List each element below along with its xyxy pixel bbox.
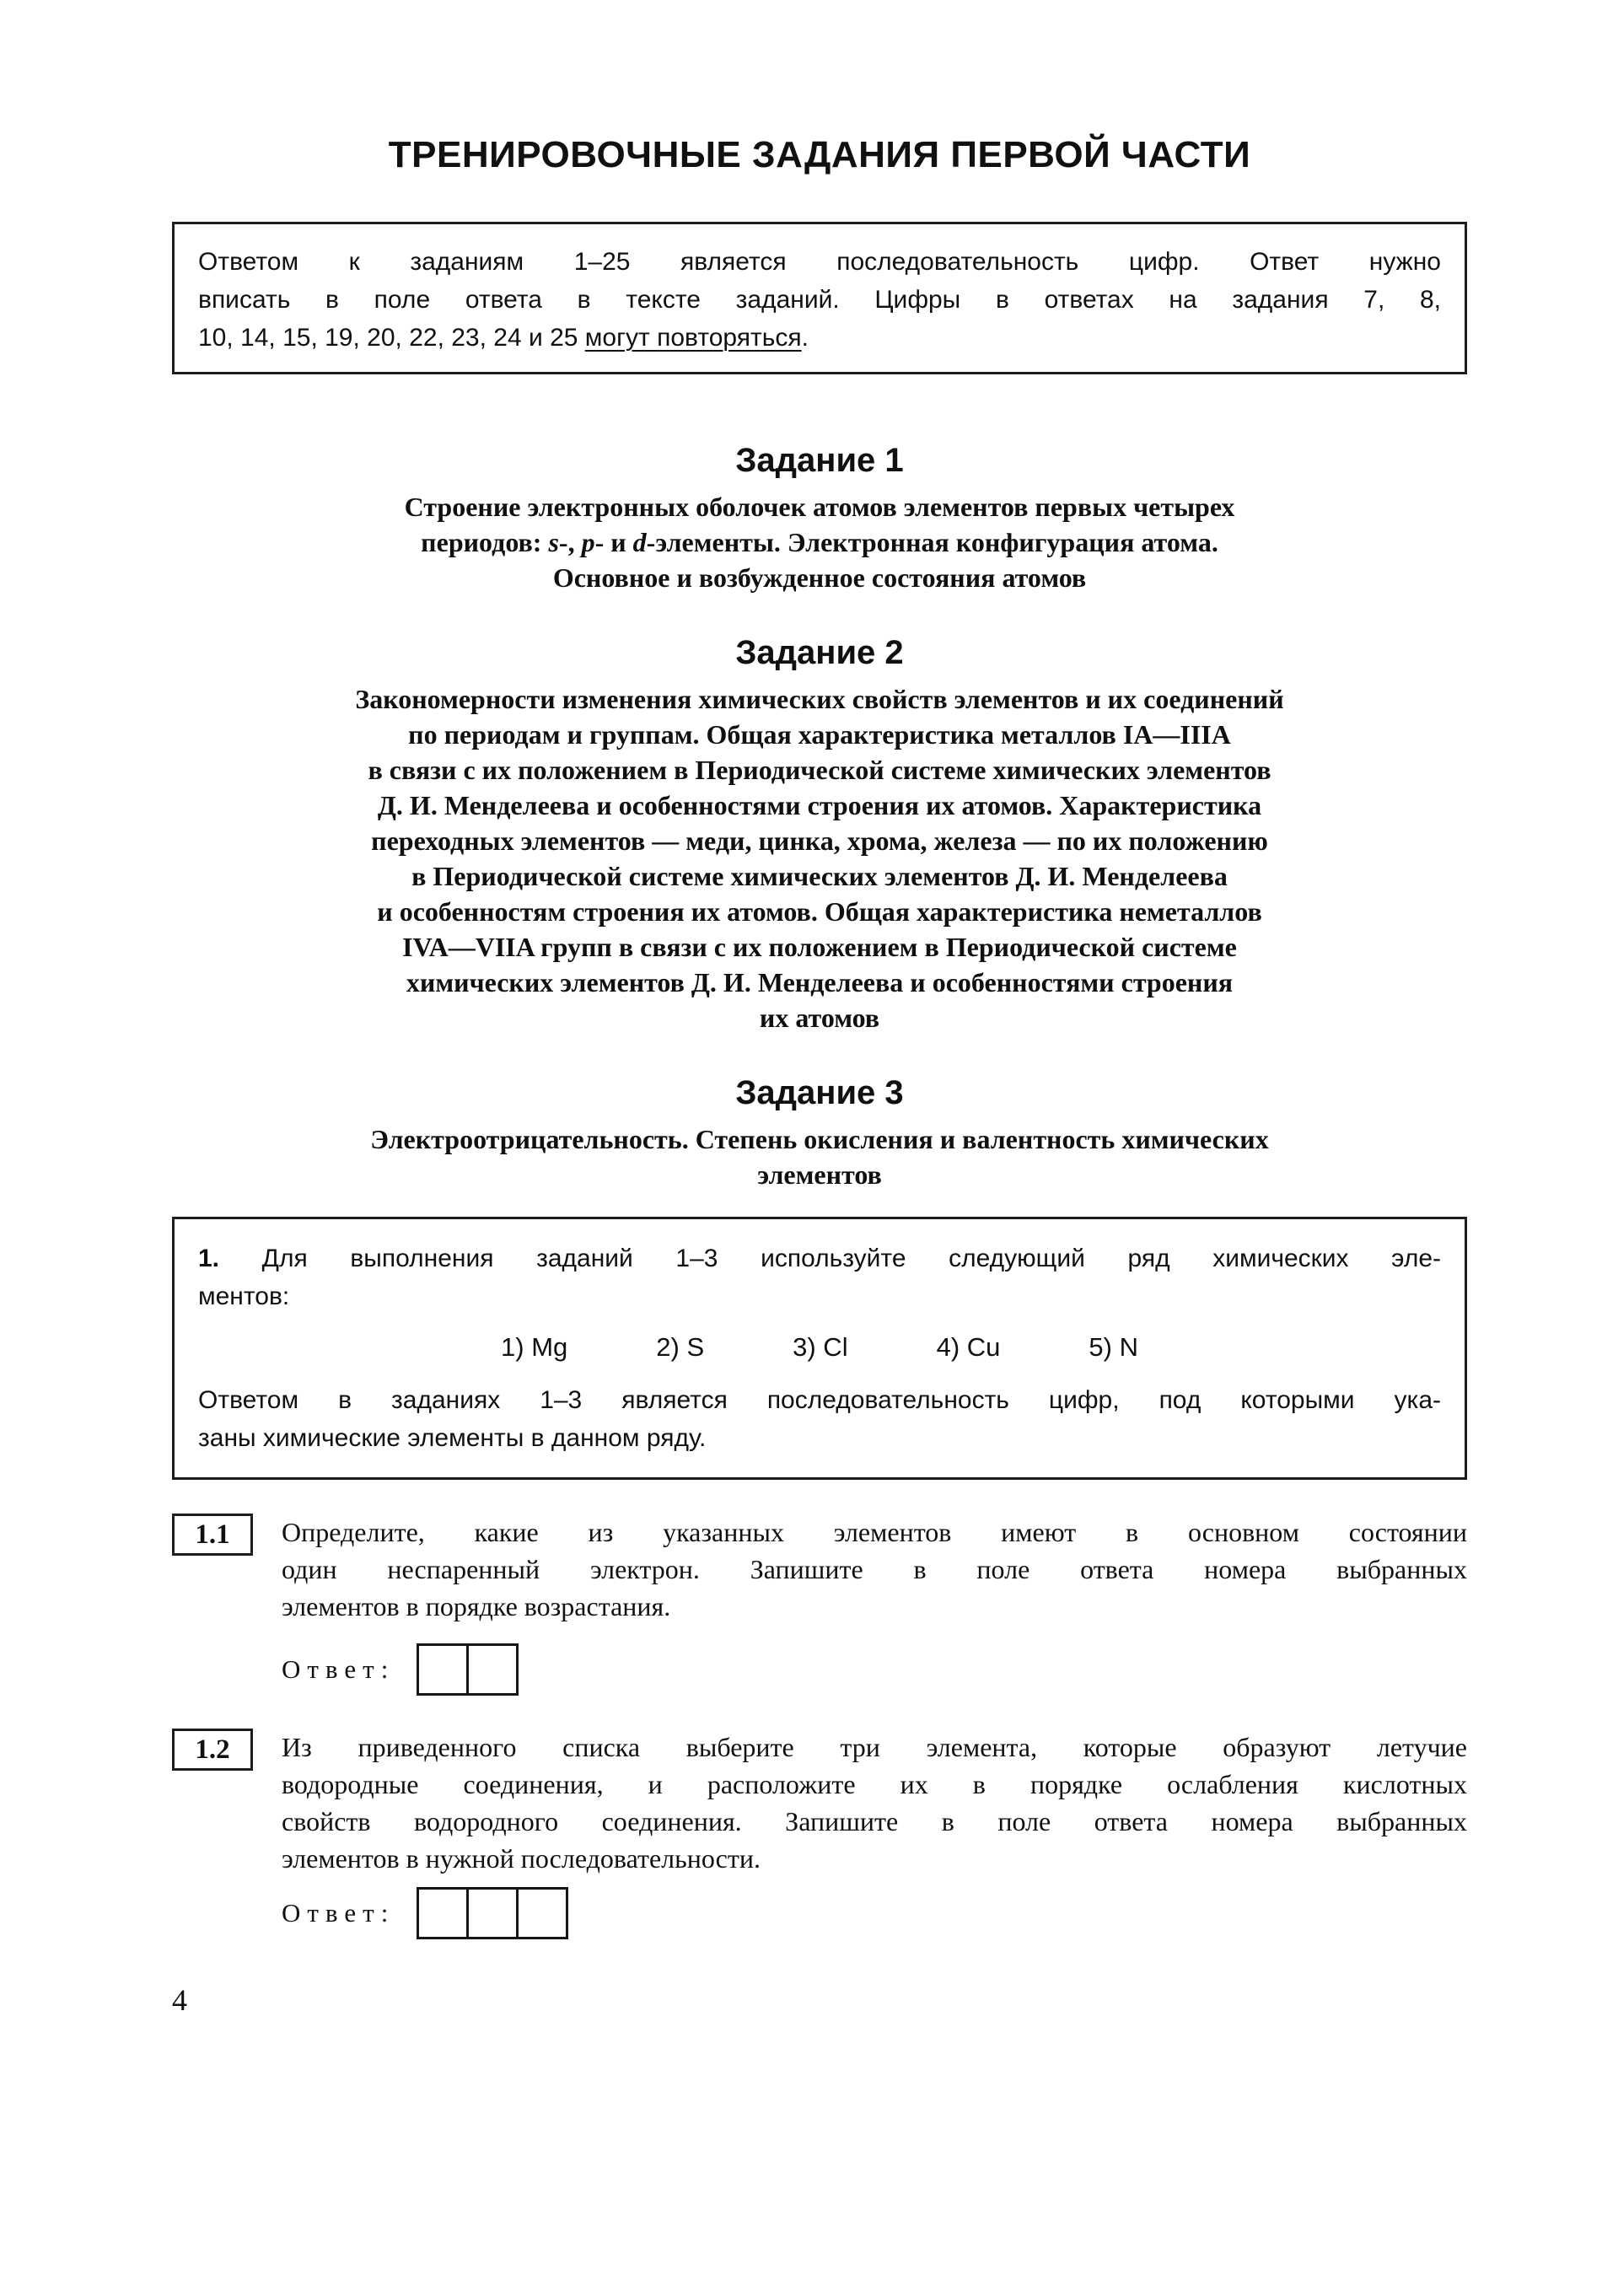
subtask-1-1-label: 1.1 xyxy=(172,1514,253,1556)
element-option: 2) S xyxy=(656,1332,705,1362)
answer-cell xyxy=(417,1643,469,1696)
answer-cell xyxy=(516,1887,568,1939)
subtask-1-2-answer-row xyxy=(282,1887,1467,1939)
task-2-description: Закономерности изменения химических свойств элементов и их соединений по периодам и группам. Общая характеристика металлов IA—IIIA в связи с их положением в Периодической системе химических элементов Д. И. Менделеева и особенностями строения их атомов. Характеристика переходных элементов — меди, цинка, хрома, железа — по их положению в Периодической системе химических элементов Д. И. Менделеева и особенностям строения их атомов. Общая характеристика неметаллов IVA—VIIA групп в связи с их положением в Периодической системе химических элементов Д. И. Менделеева и особенностями строения их атомов xyxy=(355,684,1284,1033)
answer-rules-box: Ответом к заданиям 1–25 является последовательность цифр. Ответ нужно вписать в поле ответа в тексте заданий. Цифры в ответах на задания 7, 8, 10, 14, 15, 19, 20, 22, 23, 24 и 25 могут повторяться. xyxy=(172,222,1467,374)
subtask-1-1-answer-row xyxy=(282,1643,1467,1696)
task-2-heading: Задание 2 xyxy=(735,634,904,671)
element-option: 5) N xyxy=(1089,1332,1138,1362)
element-option: 3) Cl xyxy=(793,1332,848,1362)
answer-label: Ответ: xyxy=(282,1898,395,1928)
task-3-heading: Задание 3 xyxy=(735,1074,904,1111)
page-title: ТРЕНИРОВОЧНЫЕ ЗАДАНИЯ ПЕРВОЙ ЧАСТИ xyxy=(388,134,1251,175)
answer-cells-1-2 xyxy=(417,1887,568,1939)
answer-cell xyxy=(466,1643,519,1696)
element-series-box xyxy=(172,1217,1467,1480)
subtask-1-1 xyxy=(172,1514,1467,1625)
subtask-1-2-label: 1.2 xyxy=(172,1729,253,1771)
answer-cells-1-1 xyxy=(417,1643,519,1696)
element-options-row xyxy=(198,1331,1441,1364)
series-answer-note: Ответом в заданиях 1–3 является последовательность цифр, под которыми ука- заны химические элементы в данном ряду. xyxy=(198,1386,1441,1452)
task-3-description: Электроотрицательность. Степень окисления и валентность химических элементов xyxy=(370,1124,1269,1190)
page-number: 4 xyxy=(172,1983,187,2017)
element-option: 4) Cu xyxy=(936,1332,1001,1362)
series-intro-paragraph: 1. Для выполнения заданий 1–3 используйте следующий ряд химических эле- ментов: xyxy=(198,1245,1441,1310)
subtask-1-2 xyxy=(172,1729,1467,1877)
task-1-heading: Задание 1 xyxy=(735,442,904,479)
task-1-description: Строение электронных оболочек атомов элементов первых четырех периодов: s-, p- и d-элементы. Электронная конфигурация атома. Основное и возбужденное состояния атомов xyxy=(404,492,1235,593)
subtask-1-2-text: Из приведенного списка выберите три элемента, которые образуют летучие водородные соединения, и расположите их в порядке ослабления кислотных свойств водородного соединения. Запишите в поле ответа номера выбранных элементов в нужной последовательности. xyxy=(282,1732,1467,1874)
answer-cell xyxy=(466,1887,519,1939)
element-option: 1) Mg xyxy=(501,1332,568,1362)
answer-cell xyxy=(417,1887,469,1939)
answer-label: Ответ: xyxy=(282,1654,395,1684)
subtask-1-1-text: Определите, какие из указанных элементов имеют в основном состоянии один неспаренный электрон. Запишите в поле ответа номера выбранных элементов в порядке возрастания. xyxy=(282,1517,1467,1621)
